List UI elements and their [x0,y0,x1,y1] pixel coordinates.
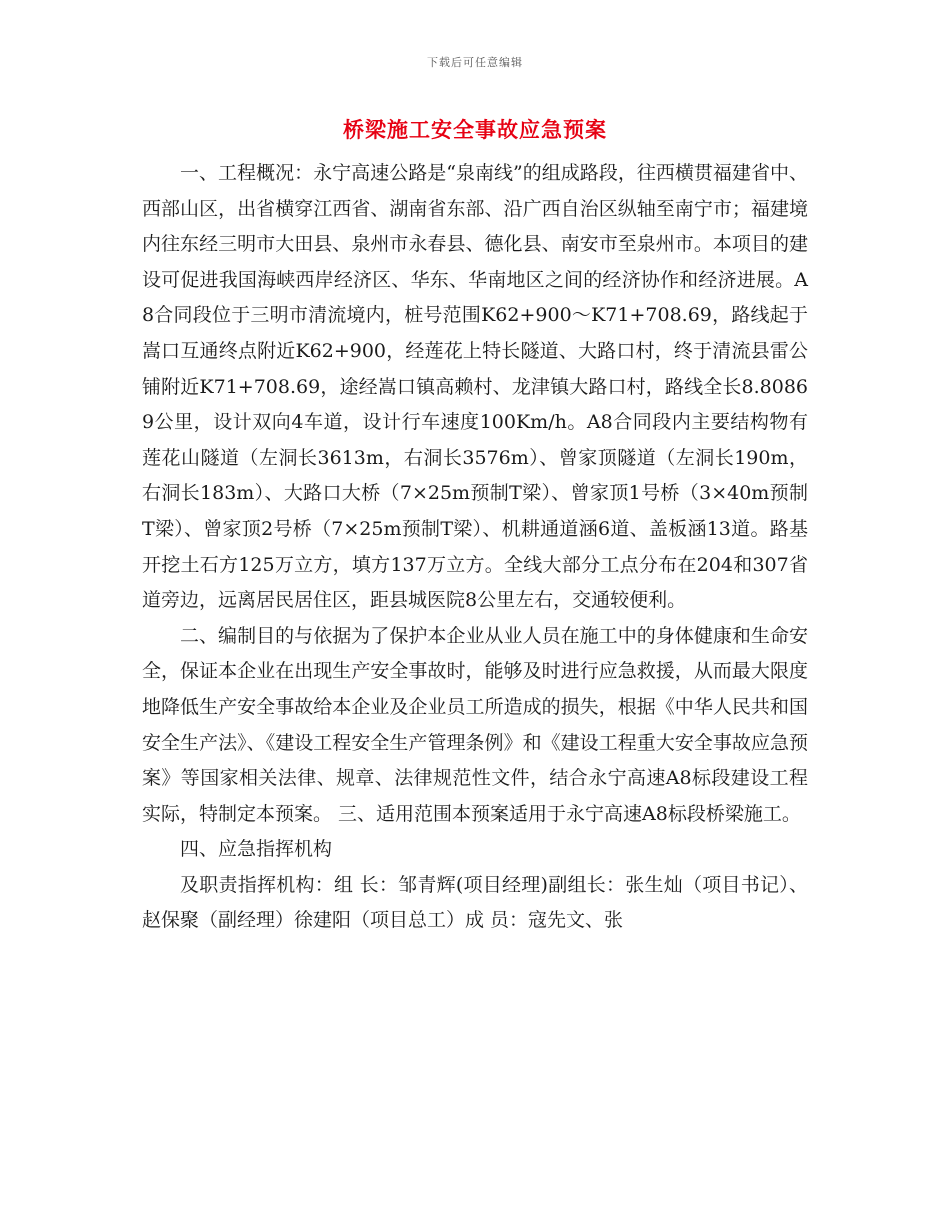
document-title: 桥梁施工安全事故应急预案 [343,117,607,142]
paragraph-purpose-and-basis: 二、编制目的与依据为了保护本企业从业人员在施工中的身体健康和生命安全，保证本企业在出现生产安全事故时，能够及时进行应急救援，从而最大限度地降低生产安全事故给本企业及企业员工所造成的损失，根据《中华人民共和国安全生产法》、《建设工程安全生产管理条例》和《建设工程重大安全事故应急预案》等国家相关法律、规章、法律规范性文件，结合永宁高速A8标段建设工程实际，特制定本预案。 三、适用范围本预案适用于永宁高速A8标段桥梁施工。 [142,624,808,825]
paragraph-command-organization: 四、应急指挥机构 [180,838,333,861]
paragraph-project-overview: 一、工程概况：永宁高速公路是“泉南线”的组成路段，往西横贯福建省中、西部山区，出省横穿江西省、湖南省东部、沿广西自治区纵轴至南宁市；福建境内往东经三明市大田县、泉州市永春县、德化县、南安市至泉州市。本项目的建设可促进我国海峡西岸经济区、华东、华南地区之间的经济协作和经济进展。A8合同段位于三明市清流境内，桩号范围K62+900～K71+708.69，路线起于嵩口互通终点附近K62+900，经莲花上特长隧道、大路口村，终于清流县雷公铺附近K71+708.69，途经嵩口镇高赖村、龙津镇大路口村，路线全长8.80869公里，设计双向4车道，设计行车速度100Km/h。A8合同段内主要结构物有莲花山隧道（左洞长3613m，右洞长3576m）、曾家顶隧道（左洞长190m，右洞长183m）、大路口大桥（7×25m预制T梁）、曾家顶1号桥（3×40m预制T梁）、曾家顶2号桥（7×25m预制T梁）、机耕通道涵6道、盖板涵13道。路基开挖土石方125万立方，填方137万立方。全线大部分工点分布在204和307省道旁边，远离居民居住区，距县城医院8公里左右，交通较便利。 [142,162,808,612]
header-note: 下载后可任意编辑 [427,56,523,69]
document-body [142,156,808,939]
paragraph-duties: 及职责指挥机构：组 长：邹青辉(项目经理)副组长：张生灿（项目书记）、赵保聚（副经理）徐建阳（项目总工）成 员：寇先文、张 [142,873,808,932]
